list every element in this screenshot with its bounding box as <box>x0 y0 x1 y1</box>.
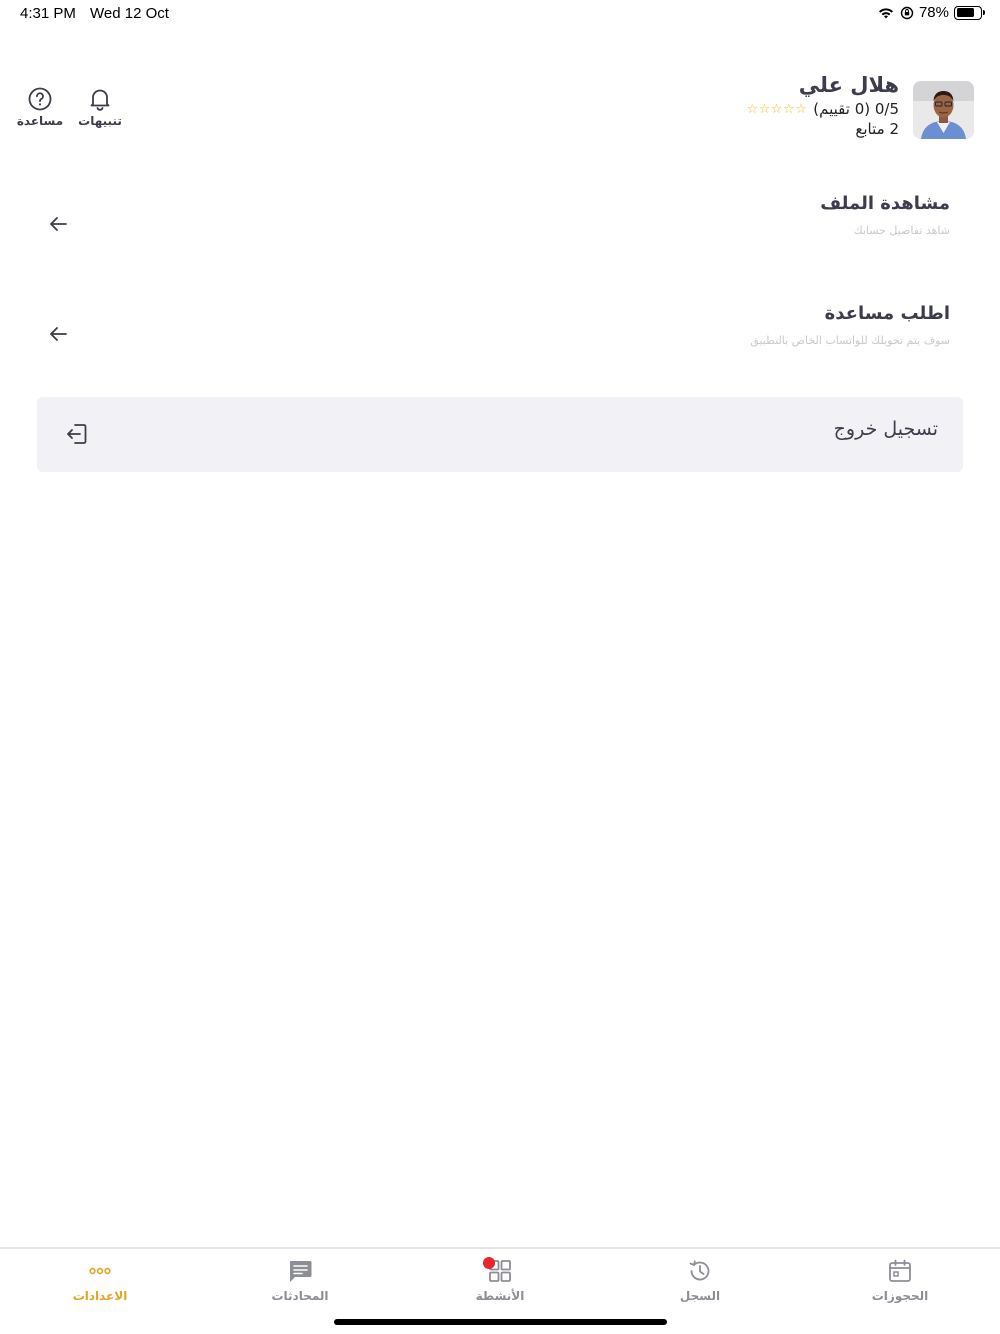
profile-header[interactable] <box>746 72 974 139</box>
calendar-icon <box>886 1257 914 1285</box>
tab-bookings[interactable] <box>840 1257 960 1303</box>
followers-count: 2 متابع <box>855 120 899 138</box>
tab-chats[interactable] <box>240 1257 360 1303</box>
battery-icon <box>954 6 982 20</box>
avatar-photo <box>913 81 974 139</box>
arrow-left-icon <box>47 213 69 235</box>
tab-settings-label: الاعدادات <box>72 1289 128 1303</box>
tab-chats-label: المحادثات <box>271 1289 329 1303</box>
logout-button[interactable] <box>37 397 963 472</box>
battery-percentage: 78% <box>918 4 949 21</box>
top-actions <box>14 86 126 128</box>
status-time: 4:31 PM <box>20 5 76 22</box>
rating-text: 0/5 (0 تقييم) <box>813 100 899 118</box>
battery-level <box>957 8 975 17</box>
logout-icon <box>65 421 91 447</box>
history-icon <box>686 1257 714 1285</box>
request-help-title: اطلب مساعدة <box>824 303 950 324</box>
help-button[interactable] <box>14 86 66 128</box>
chat-icon <box>286 1257 314 1285</box>
profile-name: هلال علي <box>798 73 899 97</box>
request-help-subtitle: سوف يتم تحويلك للواتساب الخاص بالتطبيق <box>750 334 950 347</box>
orientation-lock-icon <box>900 6 914 20</box>
tab-activities[interactable] <box>440 1257 560 1303</box>
view-profile-title: مشاهدة الملف <box>820 193 950 214</box>
home-indicator <box>334 1319 667 1325</box>
help-label: مساعدة <box>16 114 64 128</box>
rating-row <box>746 100 899 118</box>
tab-bookings-label: الحجوزات <box>871 1289 929 1303</box>
status-bar <box>0 0 1000 28</box>
request-help-row[interactable] <box>37 303 963 377</box>
wifi-icon <box>877 6 895 20</box>
profile-info <box>746 72 899 138</box>
view-profile-row[interactable] <box>37 193 963 267</box>
tab-history[interactable] <box>640 1257 760 1303</box>
status-date: Wed 12 Oct <box>90 5 169 22</box>
avatar[interactable] <box>913 81 974 139</box>
tab-activities-label: الأنشطة <box>475 1289 525 1303</box>
more-dots-icon <box>86 1257 114 1285</box>
rating-stars-icon: ☆☆☆☆☆ <box>746 101 808 117</box>
notification-badge <box>483 1257 495 1269</box>
status-indicators <box>877 4 982 21</box>
help-icon <box>27 86 53 112</box>
bell-icon <box>87 86 113 112</box>
arrow-left-icon <box>47 323 69 345</box>
notifications-label: تنبيهات <box>78 114 122 128</box>
tab-history-label: السجل <box>679 1289 721 1303</box>
notifications-button[interactable] <box>74 86 126 128</box>
tab-settings[interactable] <box>40 1257 160 1303</box>
view-profile-subtitle: شاهد تفاصيل حسابك <box>853 224 950 237</box>
logout-label: تسجيل خروج <box>833 418 938 440</box>
